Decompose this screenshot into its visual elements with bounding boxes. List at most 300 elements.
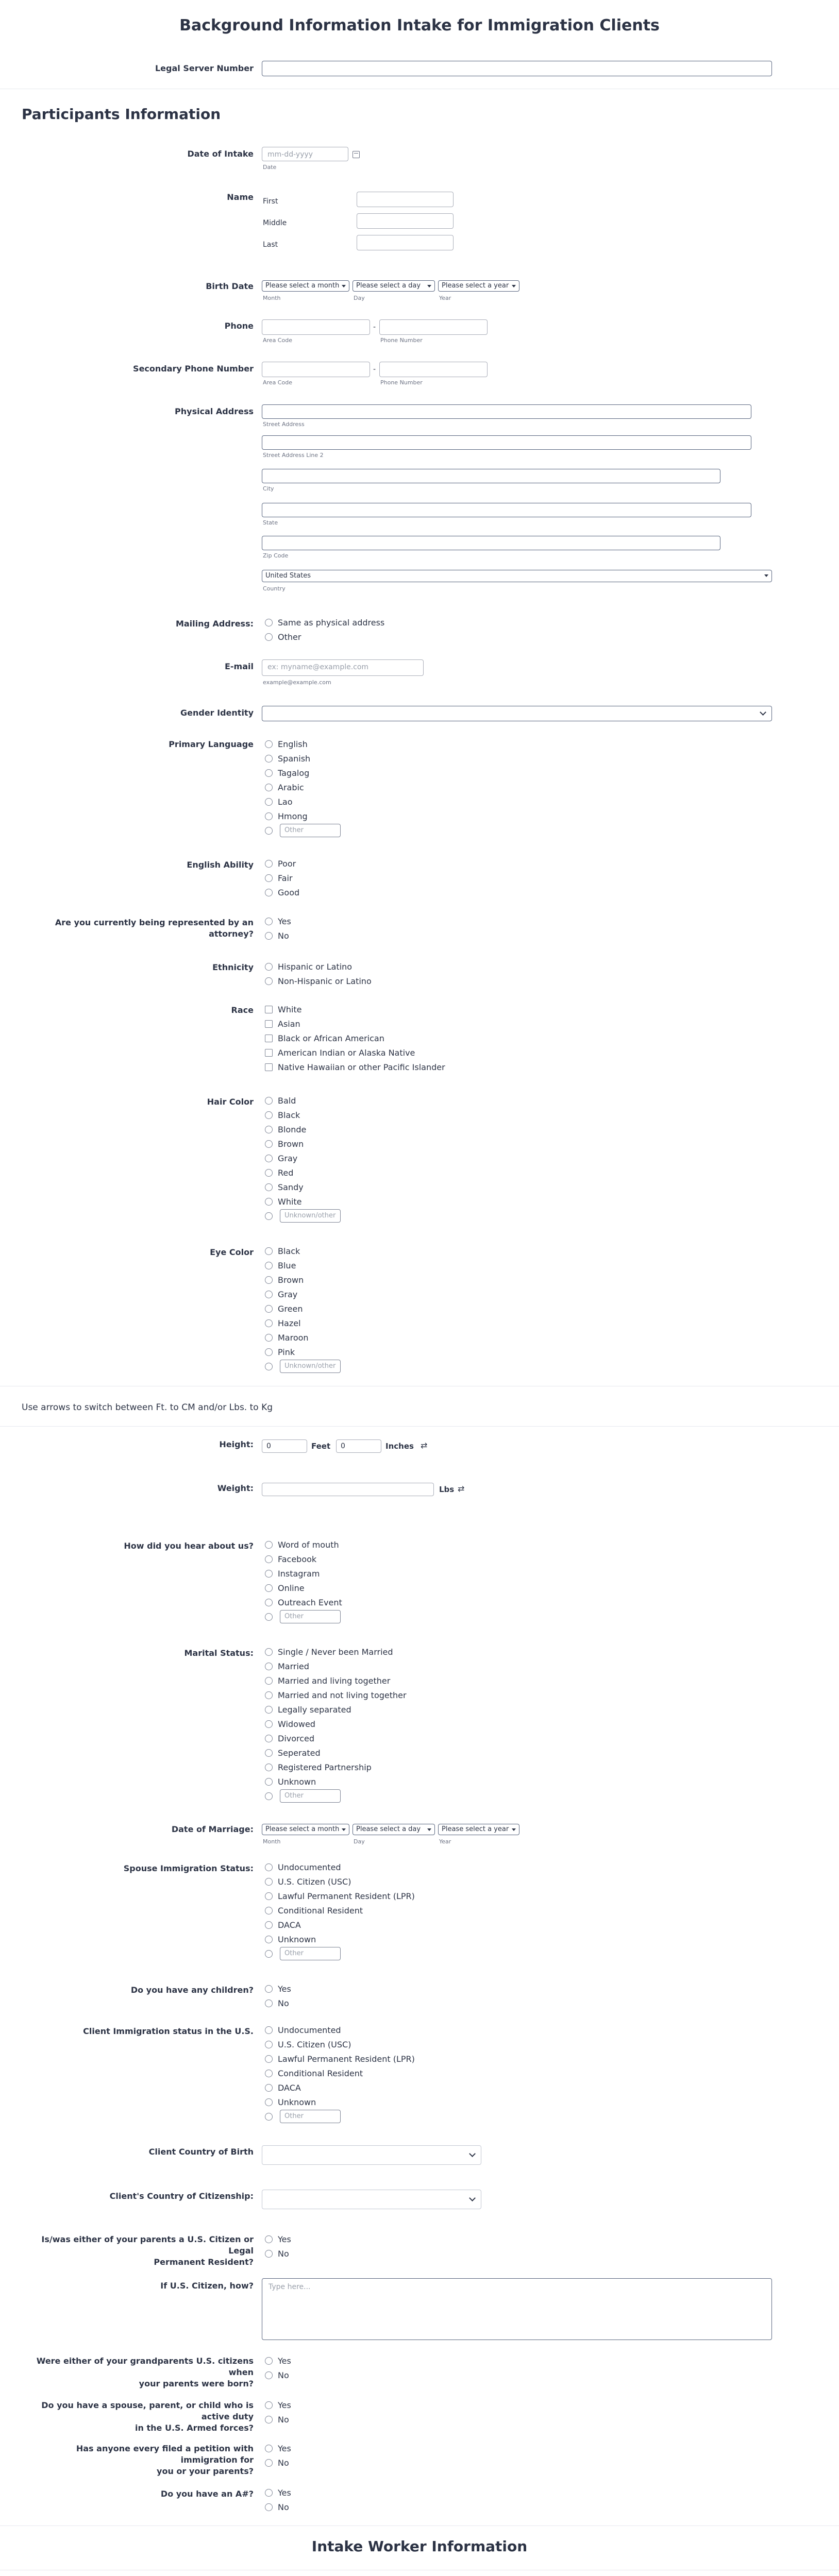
- citizen-how-textarea[interactable]: Type here...: [262, 2278, 772, 2340]
- street1-input[interactable]: [262, 404, 751, 419]
- eye-option[interactable]: [265, 1345, 341, 1359]
- citizen-how-label: If U.S. Citizen, how?: [160, 2281, 254, 2291]
- hear-option[interactable]: [265, 1552, 342, 1566]
- state-sub: State: [263, 519, 278, 526]
- radio-icon[interactable]: [265, 1863, 273, 1871]
- option-text: Fair: [278, 873, 293, 883]
- birth-month-select[interactable]: Please select a month: [262, 280, 349, 292]
- radio-icon[interactable]: [265, 1691, 273, 1699]
- option-text: Married and not living together: [278, 1690, 407, 1700]
- client-status-option[interactable]: [265, 2080, 415, 2095]
- radio-icon[interactable]: [265, 1155, 273, 1162]
- spouse-status-option[interactable]: [265, 1889, 415, 1903]
- first-name-input[interactable]: [357, 192, 454, 207]
- middle-name-input[interactable]: [357, 213, 454, 229]
- mailing-option[interactable]: [265, 615, 384, 630]
- radio-icon[interactable]: [265, 918, 273, 925]
- hear-option[interactable]: [265, 1537, 342, 1552]
- radio-icon[interactable]: [265, 1921, 273, 1929]
- eye-option[interactable]: [265, 1244, 341, 1258]
- option-text: Yes: [278, 916, 291, 926]
- radio-icon[interactable]: [265, 1541, 273, 1549]
- radio-icon[interactable]: [265, 2416, 273, 2424]
- spouse-status-option[interactable]: [265, 1903, 415, 1918]
- option-text: Undocumented: [278, 1862, 341, 1872]
- street2-input[interactable]: [262, 435, 751, 450]
- radio-icon[interactable]: [265, 1677, 273, 1685]
- hear-option[interactable]: [265, 1595, 342, 1609]
- attorney-options: [265, 914, 291, 943]
- option-text: No: [278, 2248, 289, 2259]
- option-text: Married: [278, 1661, 309, 1671]
- address-label: Physical Address: [175, 406, 254, 416]
- option-text: Registered Partnership: [278, 1762, 372, 1772]
- radio-icon[interactable]: [265, 2070, 273, 2077]
- mailing-label: Mailing Address:: [175, 619, 254, 629]
- option-text: No: [278, 2370, 289, 2380]
- marital-option[interactable]: [265, 1774, 407, 1789]
- option-text: Maroon: [278, 1332, 309, 1343]
- ethnicity-option[interactable]: [265, 959, 372, 974]
- radio-icon[interactable]: [265, 633, 273, 641]
- marital-option[interactable]: [265, 1673, 407, 1688]
- radio-icon[interactable]: [265, 2250, 273, 2258]
- option-text: No: [278, 1998, 289, 2008]
- checkbox-icon[interactable]: [265, 1006, 273, 1013]
- option-text: Blonde: [278, 1124, 307, 1134]
- parents-label-line1: Is/was either of your parents a U.S. Citizen or Legal: [41, 2234, 254, 2256]
- grandparents-option[interactable]: [265, 2368, 291, 2382]
- radio-icon[interactable]: [265, 1778, 273, 1786]
- hear-option[interactable]: [265, 1566, 342, 1581]
- option-text: Red: [278, 1167, 294, 1178]
- option-text: U.S. Citizen (USC): [278, 1876, 351, 1887]
- marital-option[interactable]: [265, 1645, 407, 1659]
- measure-note: Use arrows to switch between Ft. to CM and/or Lbs. to Kg: [22, 1402, 273, 1413]
- other-input[interactable]: Other: [280, 824, 341, 837]
- radio-icon[interactable]: [265, 1111, 273, 1119]
- radio-icon[interactable]: [265, 740, 273, 748]
- zip-sub: Zip Code: [263, 552, 289, 559]
- option-text: Conditional Resident: [278, 2068, 363, 2078]
- radio-icon[interactable]: [265, 1936, 273, 1943]
- children-label: Do you have any children?: [130, 1985, 254, 1995]
- option-text: Unknown: [278, 2097, 316, 2107]
- marital-option[interactable]: [265, 1688, 407, 1702]
- marital-option-other[interactable]: [265, 1789, 407, 1803]
- secondary-area-sub: Area Code: [263, 379, 292, 386]
- other-input[interactable]: Other: [280, 1947, 341, 1960]
- language-label: Primary Language: [169, 739, 254, 749]
- marital-option[interactable]: [265, 1659, 407, 1673]
- hair-option[interactable]: [265, 1151, 341, 1165]
- radio-icon[interactable]: [265, 1792, 273, 1800]
- grandparents-label: [22, 2355, 254, 2389]
- city-input[interactable]: [262, 469, 720, 483]
- radio-icon[interactable]: [265, 1363, 273, 1370]
- option-text: Hazel: [278, 1318, 301, 1328]
- spouse-status-option[interactable]: [265, 1918, 415, 1932]
- option-text: Yes: [278, 2487, 291, 2498]
- attorney-label: Are you currently being represented by an attorney?: [55, 918, 254, 939]
- option-text: Single / Never been Married: [278, 1647, 393, 1657]
- citizenship-label: Client's Country of Citizenship:: [109, 2191, 254, 2201]
- birth-country-select[interactable]: [262, 2145, 481, 2165]
- radio-icon[interactable]: [265, 889, 273, 896]
- radio-icon[interactable]: [265, 2401, 273, 2409]
- armed-option[interactable]: [265, 2412, 291, 2427]
- radio-icon[interactable]: [265, 1212, 273, 1220]
- radio-icon[interactable]: [265, 1613, 273, 1621]
- radio-icon[interactable]: [265, 812, 273, 820]
- radio-icon[interactable]: [265, 2503, 273, 2511]
- english-option[interactable]: [265, 885, 299, 900]
- radio-icon[interactable]: [265, 1764, 273, 1771]
- chevron-down-icon: [469, 2150, 476, 2157]
- grandparents-label-line2: your parents were born?: [139, 2379, 254, 2388]
- hair-option[interactable]: [265, 1165, 341, 1180]
- option-text: Tagalog: [278, 768, 310, 778]
- spouse-status-option-other[interactable]: [265, 1946, 415, 1961]
- hear-option[interactable]: [265, 1581, 342, 1595]
- radio-icon[interactable]: [265, 2041, 273, 2048]
- radio-icon[interactable]: [265, 2459, 273, 2467]
- option-text: Yes: [278, 2400, 291, 2410]
- eye-option[interactable]: [265, 1287, 341, 1301]
- other-input[interactable]: Other: [280, 1610, 341, 1623]
- radio-icon[interactable]: [265, 1720, 273, 1728]
- radio-icon[interactable]: [265, 2371, 273, 2379]
- checkbox-icon[interactable]: [265, 1035, 273, 1042]
- attorney-option[interactable]: [265, 928, 291, 943]
- language-option-other[interactable]: [265, 823, 341, 838]
- phone-area-sub: Area Code: [263, 337, 292, 344]
- eye-label: Eye Color: [210, 1247, 254, 1257]
- spouse-status-option[interactable]: [265, 1932, 415, 1946]
- city-sub: City: [263, 485, 274, 492]
- client-status-option[interactable]: [265, 2037, 415, 2052]
- radio-icon[interactable]: [265, 784, 273, 791]
- other-input[interactable]: Unknown/other: [280, 1360, 341, 1373]
- option-text: Word of mouth: [278, 1539, 339, 1550]
- anumber-options: [265, 2485, 291, 2514]
- swap-units-icon[interactable]: ⇄: [458, 1484, 465, 1494]
- radio-icon[interactable]: [265, 1555, 273, 1563]
- marital-option[interactable]: [265, 1745, 407, 1760]
- birth-day-select[interactable]: Please select a day: [353, 280, 435, 292]
- radio-icon[interactable]: [265, 1348, 273, 1356]
- radio-icon[interactable]: [265, 619, 273, 626]
- option-text: Sandy: [278, 1182, 304, 1192]
- race-option[interactable]: [265, 1045, 445, 1060]
- language-option[interactable]: [265, 737, 341, 751]
- email-label: E-mail: [224, 662, 254, 671]
- marital-option[interactable]: [265, 1717, 407, 1731]
- children-option[interactable]: [265, 1996, 291, 2010]
- radio-icon[interactable]: [265, 1262, 273, 1269]
- race-options: [265, 1002, 445, 1074]
- radio-icon[interactable]: [265, 1706, 273, 1714]
- option-text: Lao: [278, 796, 293, 807]
- radio-icon[interactable]: [265, 827, 273, 835]
- option-text: Black or African American: [278, 1033, 384, 1043]
- hair-option[interactable]: [265, 1137, 341, 1151]
- radio-icon[interactable]: [265, 1985, 273, 1993]
- radio-icon[interactable]: [265, 1305, 273, 1313]
- secondary-number-sub: Phone Number: [380, 379, 423, 386]
- eye-option[interactable]: [265, 1301, 341, 1316]
- radio-icon[interactable]: [265, 1570, 273, 1578]
- swap-units-icon[interactable]: ⇄: [421, 1440, 428, 1450]
- option-text: Asian: [278, 1019, 300, 1029]
- hear-option-other[interactable]: [265, 1609, 342, 1624]
- weight-label: Weight:: [217, 1483, 254, 1493]
- grandparents-option[interactable]: [265, 2353, 291, 2368]
- spouse-status-options: [265, 1860, 415, 1961]
- date-intake-input[interactable]: mm-dd-yyyy: [262, 147, 348, 161]
- spouse-status-label: Spouse Immigration Status:: [123, 1863, 254, 1873]
- calendar-icon[interactable]: [353, 151, 360, 158]
- legal-server-input[interactable]: [262, 61, 772, 76]
- ethnicity-option[interactable]: [265, 974, 372, 988]
- parents-options: [265, 2232, 291, 2261]
- radio-icon[interactable]: [265, 1183, 273, 1191]
- radio-icon[interactable]: [265, 1334, 273, 1342]
- radio-icon[interactable]: [265, 1169, 273, 1177]
- radio-icon[interactable]: [265, 2357, 273, 2365]
- eye-option[interactable]: [265, 1330, 341, 1345]
- client-status-option-other[interactable]: [265, 2109, 415, 2124]
- radio-icon[interactable]: [265, 2113, 273, 2121]
- other-input[interactable]: Other: [280, 2110, 341, 2123]
- radio-icon[interactable]: [265, 755, 273, 762]
- eye-option[interactable]: [265, 1273, 341, 1287]
- client-status-option[interactable]: [265, 2095, 415, 2109]
- option-text: Conditional Resident: [278, 1905, 363, 1916]
- option-text: Brown: [278, 1139, 304, 1149]
- name-label: Name: [227, 192, 254, 202]
- weight-unit: Lbs: [439, 1485, 455, 1494]
- option-text: Bald: [278, 1095, 296, 1106]
- hair-option[interactable]: [265, 1194, 341, 1209]
- hair-option[interactable]: [265, 1108, 341, 1122]
- inches-input[interactable]: 0: [336, 1439, 381, 1453]
- form-title: Background Information Intake for Immigration Clients: [179, 16, 660, 35]
- language-option[interactable]: [265, 780, 341, 794]
- hair-label: Hair Color: [207, 1097, 254, 1107]
- hear-label: How did you hear about us?: [124, 1541, 254, 1551]
- petition-label-line2: you or your parents?: [157, 2466, 254, 2476]
- language-option[interactable]: [265, 751, 341, 766]
- petition-label: [22, 2443, 254, 2477]
- first-name-label: First: [263, 197, 278, 206]
- radio-icon[interactable]: [265, 2055, 273, 2063]
- marriage-day-select[interactable]: Please select a day: [353, 1824, 435, 1835]
- checkbox-icon[interactable]: [265, 1020, 273, 1028]
- birth-country-label: Client Country of Birth: [148, 2147, 254, 2157]
- parents-label-line2: Permanent Resident?: [154, 2257, 254, 2267]
- petition-label-line1: Has anyone every filed a petition with immigration for: [76, 2444, 254, 2465]
- language-option[interactable]: [265, 809, 341, 823]
- hair-option-other[interactable]: [265, 1209, 341, 1223]
- option-text: Good: [278, 887, 300, 897]
- email-input[interactable]: ex: myname@example.com: [262, 659, 424, 676]
- radio-icon[interactable]: [265, 1291, 273, 1298]
- children-option[interactable]: [265, 1981, 291, 1996]
- height-label: Height:: [219, 1439, 254, 1449]
- radio-icon[interactable]: [265, 1878, 273, 1886]
- radio-icon[interactable]: [265, 1950, 273, 1958]
- radio-icon[interactable]: [265, 1907, 273, 1914]
- armed-label-line1: Do you have a spouse, parent, or child who is active duty: [41, 2400, 254, 2421]
- birth-year-select[interactable]: Please select a year: [438, 280, 519, 292]
- radio-icon[interactable]: [265, 798, 273, 806]
- marital-option[interactable]: [265, 1702, 407, 1717]
- anumber-label: Do you have an A#?: [160, 2489, 254, 2499]
- armed-option[interactable]: [265, 2398, 291, 2412]
- radio-icon[interactable]: [265, 874, 273, 882]
- option-text: Non-Hispanic or Latino: [278, 976, 372, 986]
- attorney-option[interactable]: [265, 914, 291, 928]
- state-input[interactable]: [262, 503, 751, 517]
- option-text: Native Hawaiian or other Pacific Islander: [278, 1062, 445, 1072]
- radio-icon[interactable]: [265, 1276, 273, 1284]
- phone-number-input[interactable]: [379, 319, 488, 335]
- radio-icon[interactable]: [265, 2098, 273, 2106]
- marriage-year-sub: Year: [439, 1838, 451, 1845]
- option-text: Unknown: [278, 1776, 316, 1787]
- radio-icon[interactable]: [265, 769, 273, 777]
- radio-icon[interactable]: [265, 860, 273, 868]
- option-text: Married and living together: [278, 1675, 391, 1686]
- client-status-option[interactable]: [265, 2023, 415, 2037]
- marital-option[interactable]: [265, 1731, 407, 1745]
- option-text: Yes: [278, 2234, 291, 2244]
- phone-area-input[interactable]: [262, 319, 370, 335]
- eye-option[interactable]: [265, 1258, 341, 1273]
- birth-month-sub: Month: [263, 295, 281, 301]
- marriage-month-select[interactable]: Please select a month: [262, 1824, 349, 1835]
- marital-option[interactable]: [265, 1760, 407, 1774]
- radio-icon[interactable]: [265, 1584, 273, 1592]
- mailing-option[interactable]: [265, 630, 384, 644]
- radio-icon[interactable]: [265, 963, 273, 971]
- participants-heading: Participants Information: [22, 106, 221, 123]
- radio-icon[interactable]: [265, 1198, 273, 1206]
- radio-icon[interactable]: [265, 1097, 273, 1105]
- petition-option[interactable]: [265, 2455, 291, 2470]
- spouse-status-option[interactable]: [265, 1874, 415, 1889]
- gender-select[interactable]: [262, 706, 772, 721]
- radio-icon[interactable]: [265, 2084, 273, 2092]
- marriage-month-sub: Month: [263, 1838, 281, 1845]
- anumber-option[interactable]: [265, 2500, 291, 2514]
- client-status-option[interactable]: [265, 2066, 415, 2080]
- birth-year-sub: Year: [439, 295, 451, 301]
- race-option[interactable]: [265, 1016, 445, 1031]
- option-text: Other: [278, 632, 301, 642]
- race-option[interactable]: [265, 1060, 445, 1074]
- radio-icon[interactable]: [265, 1140, 273, 1148]
- eye-option[interactable]: [265, 1316, 341, 1330]
- radio-icon[interactable]: [265, 2026, 273, 2034]
- radio-icon[interactable]: [265, 1749, 273, 1757]
- hair-option[interactable]: [265, 1180, 341, 1194]
- anumber-option[interactable]: [265, 2485, 291, 2500]
- language-option[interactable]: [265, 766, 341, 780]
- other-input[interactable]: Unknown/other: [280, 1209, 341, 1223]
- radio-icon[interactable]: [265, 1247, 273, 1255]
- email-sub: example@example.com: [263, 679, 331, 686]
- secondary-phone-label: Secondary Phone Number: [133, 364, 254, 374]
- hair-options: [265, 1093, 341, 1223]
- chevron-down-icon: [469, 2195, 476, 2201]
- checkbox-icon[interactable]: [265, 1049, 273, 1057]
- parents-option[interactable]: [265, 2246, 291, 2261]
- client-status-option[interactable]: [265, 2052, 415, 2066]
- race-label: Race: [231, 1005, 254, 1015]
- option-text: American Indian or Alaska Native: [278, 1047, 415, 1058]
- country-select[interactable]: United States: [262, 570, 772, 582]
- feet-input[interactable]: 0: [262, 1439, 307, 1453]
- parents-label: [22, 2234, 254, 2268]
- english-option[interactable]: [265, 856, 299, 871]
- weight-input[interactable]: [262, 1483, 434, 1496]
- other-input[interactable]: Other: [280, 1789, 341, 1803]
- radio-icon[interactable]: [265, 2445, 273, 2452]
- checkbox-icon[interactable]: [265, 1063, 273, 1071]
- radio-icon[interactable]: [265, 1735, 273, 1742]
- option-text: Unknown: [278, 1934, 316, 1944]
- option-text: Poor: [278, 858, 296, 869]
- parents-option[interactable]: [265, 2232, 291, 2246]
- radio-icon[interactable]: [265, 932, 273, 940]
- secondary-area-input[interactable]: [262, 362, 370, 377]
- petition-options: [265, 2441, 291, 2470]
- radio-icon[interactable]: [265, 1892, 273, 1900]
- marriage-year-select[interactable]: Please select a year: [438, 1824, 519, 1835]
- radio-icon[interactable]: [265, 977, 273, 985]
- last-name-input[interactable]: [357, 235, 454, 250]
- language-option[interactable]: [265, 794, 341, 809]
- client-status-label: Client Immigration status in the U.S.: [83, 2026, 254, 2036]
- radio-icon[interactable]: [265, 1319, 273, 1327]
- hair-option[interactable]: [265, 1122, 341, 1137]
- race-option[interactable]: [265, 1031, 445, 1045]
- option-text: Hispanic or Latino: [278, 961, 353, 972]
- option-text: No: [278, 930, 289, 941]
- english-label: English Ability: [187, 860, 254, 870]
- hair-option[interactable]: [265, 1093, 341, 1108]
- radio-icon[interactable]: [265, 1599, 273, 1606]
- petition-option[interactable]: [265, 2441, 291, 2455]
- radio-icon[interactable]: [265, 2489, 273, 2497]
- radio-icon[interactable]: [265, 1663, 273, 1670]
- radio-icon[interactable]: [265, 1126, 273, 1133]
- radio-icon[interactable]: [265, 1648, 273, 1656]
- radio-icon[interactable]: [265, 2235, 273, 2243]
- zip-input[interactable]: [262, 536, 720, 550]
- eye-option-other[interactable]: [265, 1359, 341, 1374]
- secondary-number-input[interactable]: [379, 362, 488, 377]
- radio-icon[interactable]: [265, 1999, 273, 2007]
- marital-options: [265, 1645, 407, 1803]
- english-option[interactable]: [265, 871, 299, 885]
- spouse-status-option[interactable]: [265, 1860, 415, 1874]
- date-sub: Date: [263, 164, 277, 171]
- citizenship-select[interactable]: [262, 2190, 481, 2209]
- race-option[interactable]: [265, 1002, 445, 1016]
